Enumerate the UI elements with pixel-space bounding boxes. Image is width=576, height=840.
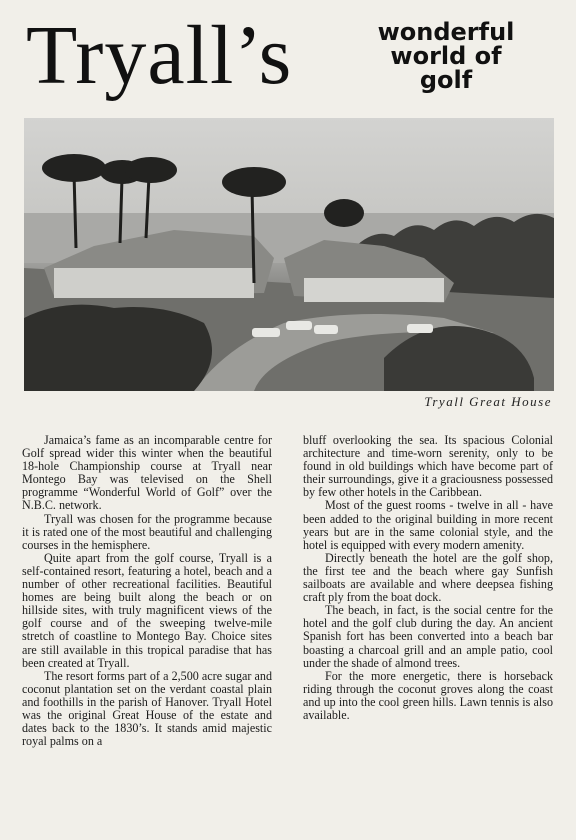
photo-caption: Tryall Great House [424, 394, 552, 409]
photo-building-left-wall [54, 268, 254, 298]
photo-foreground-bushes [24, 305, 212, 391]
article-paragraph: Directly beneath the hotel are the golf shop, the first tee and the beach where gay Sunfish sailboats are available and where deepsea fishing craft ply from the boat dock. [303, 550, 553, 605]
article-paragraph: For the more energetic, there is horseback riding through the coconut groves along the coast and up into the cool green hills. Lawn tennis is also available. [303, 668, 553, 722]
page-subtitle [336, 20, 556, 92]
subtitle-line: world of [390, 42, 502, 70]
article-paragraph: Jamaica’s fame as an incomparable centre for Golf spread wider this winter when the beautiful 18-hole Championship course at Tryall near Montego Bay was televised on the Shell programme “Wonderful World of Golf” over the N.B.C. network. [22, 433, 272, 513]
great-house-photo [24, 118, 554, 391]
article-paragraph: The beach, in fact, is the social centre for the hotel and the golf club during the day. An ancient Spanish fort has been converted into a beach bar boasting a charcoal grill and an ample patio, cool under the shade of almond trees. [303, 603, 553, 670]
photo-illustration [24, 118, 554, 391]
article-paragraph: Most of the guest rooms - twelve in all - have been added to the original building in more recent years but are in the same colonial style, and the hotel is equipped with every modern amenity. [303, 498, 553, 552]
subtitle-line: golf [419, 66, 473, 94]
article-paragraph: Tryall was chosen for the programme because it is rated one of the most beautiful and challenging courses in the hemisphere. [22, 511, 272, 552]
photo-building-right-wall [304, 278, 444, 302]
article-paragraph: The resort forms part of a 2,500 acre sugar and coconut plantation set on the verdant coastal plain and foothills in the parish of Hanover. Tryall Hotel was the original Great House of the estate and dates back to the 1830’s. It stands amid majestic royal palms on a [22, 668, 272, 749]
subtitle-line: wonderful [377, 18, 515, 46]
article-column-right [303, 434, 553, 722]
article-paragraph-continued: bluff overlooking the sea. Its spacious Colonial architecture and time-worn serenity, only to be found in old buildings which have become part of their surroundings, give it a graciousness possessed by few other hotels in the Caribbean. [303, 433, 553, 500]
masthead [26, 6, 556, 110]
page-title: Tryall’s [26, 9, 293, 102]
article-paragraph: Quite apart from the golf course, Tryall is a self-contained resort, featuring a hotel, beach and a number of other recreational facilities. Beautiful homes are being built along the beach or on hillside sites, with truly magnificent views of the golf course and of the sweeping twelve-mile stretch of coastline to Montego Bay. Choice sites are still available in this tropical paradise that has been created at Tryall. [22, 550, 272, 670]
article-column-left [22, 434, 272, 748]
